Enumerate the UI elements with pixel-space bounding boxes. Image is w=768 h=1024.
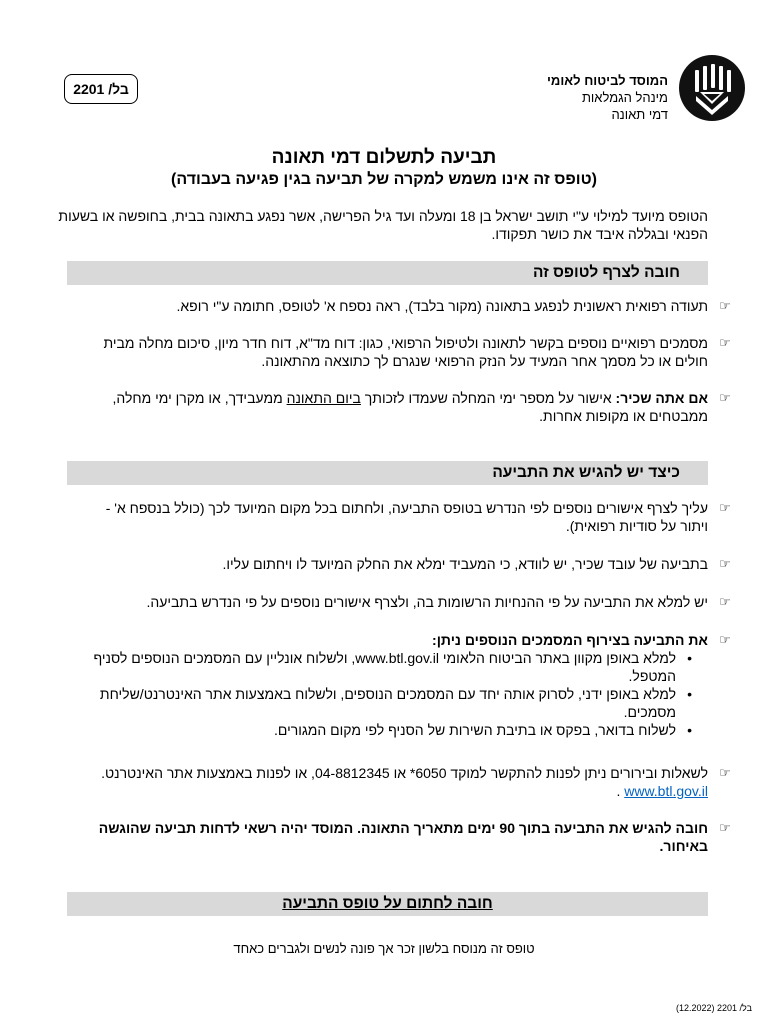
pointing-hand-icon: ☞: [719, 594, 731, 609]
department-name: מינהל הגמלאות: [581, 90, 668, 105]
section-heading-text: חובה לצרף לטופס זה: [532, 264, 680, 281]
section-heading-text: כיצד יש להגיש את התביעה: [492, 464, 680, 481]
list-item: [78, 764, 731, 800]
intro-paragraph: הטופס מיועד למילוי ע"י תושב ישראל בן 18 ומעלה ועד גיל הפרישה, אשר נפגע בתאונה בבית, בחופשה או בשעות הפנאי ובגללה איבד את כושר תפקודו.: [58, 208, 708, 242]
list-item: [78, 389, 731, 425]
list-item-text: חובה להגיש את התביעה בתוך 90 ימים מתאריך התאונה. המוסד יהיה רשאי לדחות תביעה שהוגשה באיחור.: [98, 820, 708, 854]
list-item: [78, 334, 731, 370]
pointing-hand-icon: ☞: [719, 500, 731, 515]
list-item-text: לשאלות ובירורים ניתן לפנות להתקשר למוקד 6050* או 04-8812345, או לפנות באמצעות אתר האינטרנט.: [101, 765, 708, 781]
footer-form-code: בל/ 2201 (12.2022): [675, 1003, 752, 1013]
section-heading-must-sign: [67, 892, 708, 916]
list-item: [78, 499, 731, 535]
page-title: תביעה לתשלום דמי תאונה: [271, 147, 497, 168]
section-heading-required-attachments: [67, 261, 708, 285]
btl-logo-icon: [678, 54, 746, 122]
list-item: [78, 555, 731, 573]
list-item: [78, 593, 731, 611]
list-item-text: מסמכים רפואיים נוספים בקשר לתאונה ולטיפול הרפואי, כגון: דוח מד"א, דוח חדר מיון, סיכום מחלה מבית חולים או כל מסמך אחר המעיד על הנזק הרפואי שנגרם לך כתוצאה מהתאונה.: [103, 335, 708, 369]
page-subtitle: (טופס זה אינו משמש למקרה של תביעה בגין פגיעה בעבודה): [171, 171, 597, 188]
section-heading-text: חובה לחתום על טופס התביעה: [282, 895, 493, 912]
pointing-hand-icon: ☞: [719, 556, 731, 571]
list-item: [78, 819, 731, 855]
form-number-box: [64, 74, 138, 104]
bullet-item: • למלא באופן ידני, לסרוק אותה יחד עם המסמכים הנוספים, ולשלוח באמצעות אתר האינטרנט/שליחת מסמכים.: [78, 685, 708, 721]
list-item-bold-text: את התביעה בצירוף המסמכים הנוספים ניתן:: [432, 632, 708, 648]
benefit-name: דמי תאונה: [611, 107, 668, 122]
org-header: [547, 72, 668, 123]
list-item-text: אישור על מספר ימי המחלה שעמדו לזכותך: [360, 390, 616, 406]
pointing-hand-icon: ☞: [719, 820, 731, 835]
list-item-text: עליך לצרף אישורים נוספים לפי הנדרש בטופס התביעה, ולחתום בכל מקום המיועד לכך (כולל בנספח א' - ויתור על סודיות רפואית).: [105, 500, 708, 534]
pointing-hand-icon: ☞: [719, 632, 731, 647]
list-item-text: יש למלא את התביעה על פי ההנחיות הרשומות בה, ולצרף אישורים נוספים על פי הנדרש בתביעה.: [146, 594, 708, 610]
pointing-hand-icon: ☞: [719, 298, 731, 313]
list-item: [78, 297, 731, 315]
list-item-bold-text: אם אתה שכיר:: [615, 390, 708, 406]
pointing-hand-icon: ☞: [719, 390, 731, 405]
list-item-text: .: [616, 783, 625, 799]
org-name: המוסד לביטוח לאומי: [547, 73, 668, 88]
list-item: [78, 631, 731, 739]
bullet-item: • למלא באופן מקוון באתר הביטוח הלאומי www.btl.gov.il, ולשלוח אונליין עם המסמכים הנוספים לסניף המטפל.: [78, 649, 708, 685]
submission-options-list: [78, 649, 708, 739]
form-number: בל/ 2201: [73, 81, 129, 97]
pointing-hand-icon: ☞: [719, 765, 731, 780]
gender-footnote: טופס זה מנוסח בלשון זכר אך פונה לנשים ולגברים כאחד: [233, 941, 535, 956]
underlined-text: ביום התאונה: [286, 390, 361, 406]
bullet-item: • לשלוח בדואר, בפקס או בתיבת השירות של הסניף לפי מקום המגורים.: [78, 721, 708, 739]
section-heading-how-to-submit: [67, 461, 708, 485]
btl-website-link[interactable]: www.btl.gov.il: [624, 783, 708, 799]
list-item-text: ממעבידך, או מקרן ימי מחלה, ממבטחים או מקופות אחרות.: [112, 390, 708, 424]
list-item-text: בתביעה של עובד שכיר, יש לוודא, כי המעביד ימלא את החלק המיועד לו ויחתום עליו.: [222, 556, 708, 572]
pointing-hand-icon: ☞: [719, 335, 731, 350]
list-item-text: תעודה רפואית ראשונית לנפגע בתאונה (מקור בלבד), ראה נספח א' לטופס, חתומה ע"י רופא.: [176, 298, 708, 314]
